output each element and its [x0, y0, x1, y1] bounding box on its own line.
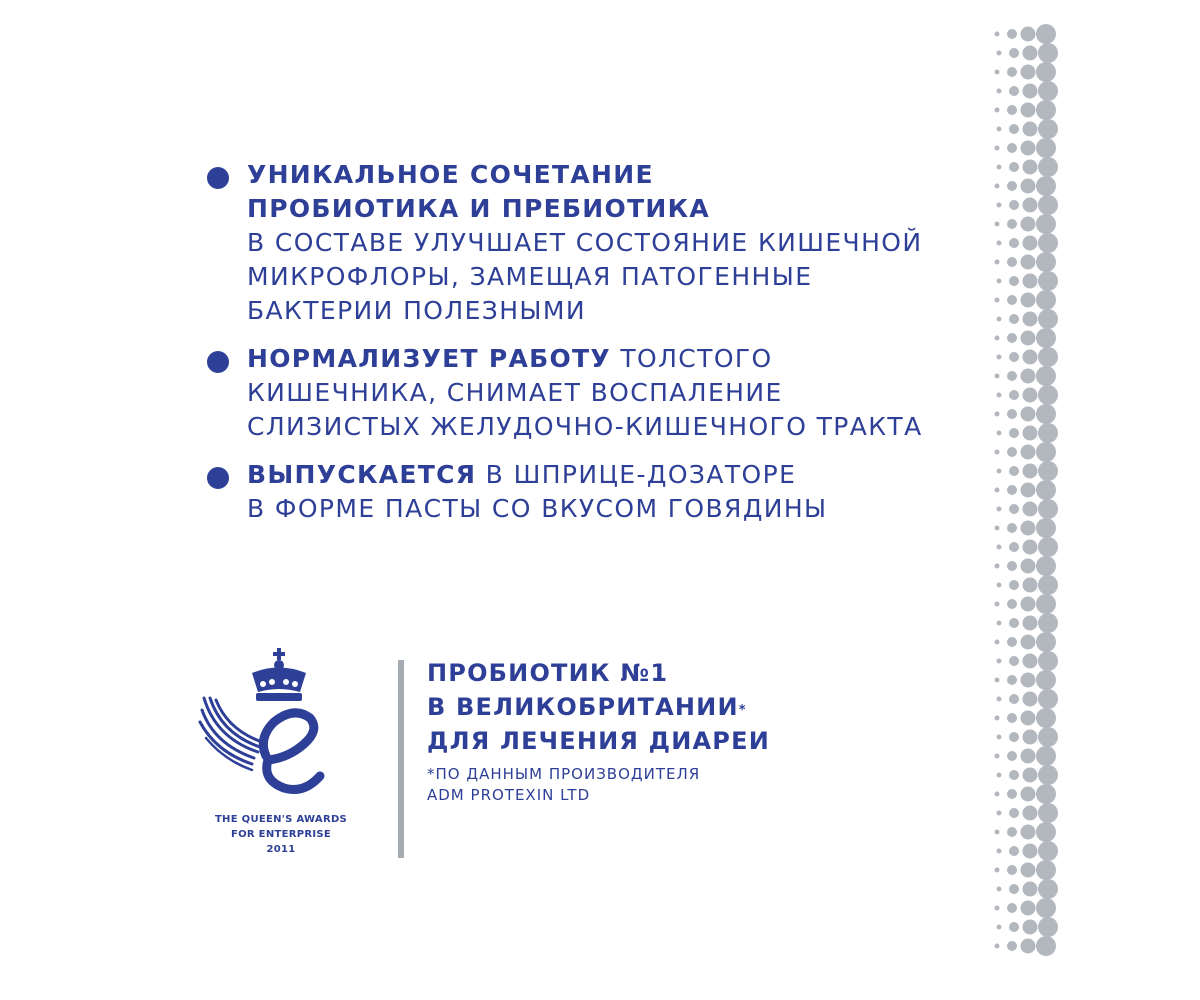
pattern-dot — [1007, 105, 1017, 115]
pattern-dot — [997, 393, 1002, 398]
pattern-dot — [1023, 236, 1038, 251]
pattern-dot — [1021, 863, 1036, 878]
pattern-dot — [997, 849, 1002, 854]
pattern-dot — [1023, 388, 1038, 403]
pattern-dot — [1036, 746, 1056, 766]
pattern-dot — [1038, 157, 1058, 177]
pattern-dot — [1036, 594, 1056, 614]
pattern-dot — [1036, 784, 1056, 804]
pattern-dot — [1009, 276, 1019, 286]
pattern-dot — [1023, 692, 1038, 707]
pattern-dot — [997, 355, 1002, 360]
pattern-dot — [1021, 445, 1036, 460]
pattern-dot — [1036, 556, 1056, 576]
feature-item-3 — [207, 458, 947, 526]
pattern-dot — [1007, 447, 1017, 457]
pattern-dot — [997, 811, 1002, 816]
pattern-dot — [1023, 350, 1038, 365]
pattern-dot — [1023, 768, 1038, 783]
pattern-dot — [1036, 24, 1056, 44]
pattern-dot — [1023, 730, 1038, 745]
pattern-dot — [1007, 523, 1017, 533]
pattern-dot — [1023, 882, 1038, 897]
pattern-dot — [995, 184, 1000, 189]
pattern-dot — [1023, 844, 1038, 859]
pattern-dot — [1036, 366, 1056, 386]
pattern-dot — [1038, 689, 1058, 709]
feature-line: БАКТЕРИИ ПОЛЕЗНЫМИ — [247, 296, 586, 325]
pattern-dot — [1009, 922, 1019, 932]
pattern-dot — [1023, 920, 1038, 935]
pattern-dot — [1021, 711, 1036, 726]
pattern-dot — [1021, 749, 1036, 764]
pattern-dot — [1038, 499, 1058, 519]
pattern-dot — [1021, 179, 1036, 194]
feature-line: ВЫПУСКАЕТСЯ В ШПРИЦЕ-ДОЗАТОРЕ — [247, 460, 797, 489]
pattern-dot — [1009, 770, 1019, 780]
pattern-dot — [1007, 751, 1017, 761]
pattern-dot — [1007, 599, 1017, 609]
pattern-dot — [995, 564, 1000, 569]
pattern-dot — [995, 146, 1000, 151]
bullet-icon — [207, 467, 229, 489]
pattern-dot — [1036, 290, 1056, 310]
pattern-dot — [1023, 464, 1038, 479]
pattern-dot — [1023, 540, 1038, 555]
pattern-dot — [997, 203, 1002, 208]
feature-line: ПРОБИОТИКА И ПРЕБИОТИКА — [247, 194, 711, 223]
pattern-dot — [1007, 827, 1017, 837]
pattern-dot — [1038, 879, 1058, 899]
pattern-dot — [1021, 597, 1036, 612]
pattern-dot — [1038, 803, 1058, 823]
pattern-dot — [997, 431, 1002, 436]
pattern-dot — [997, 165, 1002, 170]
pattern-dot — [1038, 613, 1058, 633]
bullet-icon — [207, 351, 229, 373]
pattern-dot — [1036, 176, 1056, 196]
pattern-dot — [1038, 81, 1058, 101]
pattern-dot — [1036, 442, 1056, 462]
pattern-dot — [995, 488, 1000, 493]
pattern-dot — [995, 32, 1000, 37]
pattern-dot — [1038, 537, 1058, 557]
vertical-divider — [398, 660, 404, 858]
pattern-dot — [995, 754, 1000, 759]
pattern-dot — [1038, 385, 1058, 405]
pattern-dot — [1036, 328, 1056, 348]
pattern-dot — [995, 450, 1000, 455]
pattern-dot — [1009, 846, 1019, 856]
pattern-dot — [1009, 504, 1019, 514]
pattern-dot — [1038, 575, 1058, 595]
pattern-dot — [1021, 825, 1036, 840]
pattern-dot — [1038, 461, 1058, 481]
feature-item-2 — [207, 342, 947, 444]
pattern-dot — [995, 222, 1000, 227]
pattern-dot — [1036, 860, 1056, 880]
pattern-dot — [1023, 502, 1038, 517]
pattern-dot — [1023, 160, 1038, 175]
pattern-dot — [1007, 865, 1017, 875]
pattern-dot — [1021, 103, 1036, 118]
pattern-dot — [997, 773, 1002, 778]
pattern-dot — [1023, 274, 1038, 289]
award-caption — [196, 812, 366, 857]
claim-block — [427, 656, 770, 806]
pattern-dot — [1038, 119, 1058, 139]
footnote-line: ADM PROTEXIN LTD — [427, 786, 591, 804]
pattern-dot — [1038, 195, 1058, 215]
claim-line: В ВЕЛИКОБРИТАНИИ* — [427, 693, 747, 721]
feature-line: УНИКАЛЬНОЕ СОЧЕТАНИЕ — [247, 160, 654, 189]
pattern-dot — [995, 944, 1000, 949]
pattern-dot — [1021, 521, 1036, 536]
pattern-dot — [995, 906, 1000, 911]
pattern-dot — [1021, 27, 1036, 42]
feature-list — [207, 158, 947, 540]
claim-line: ДЛЯ ЛЕЧЕНИЯ ДИАРЕИ — [427, 727, 770, 755]
pattern-dot — [997, 735, 1002, 740]
pattern-dot — [1036, 822, 1056, 842]
pattern-dot — [997, 279, 1002, 284]
pattern-dot — [1036, 632, 1056, 652]
feature-item-1 — [207, 158, 947, 328]
pattern-dot — [995, 792, 1000, 797]
pattern-dot — [1009, 694, 1019, 704]
pattern-dot — [1021, 407, 1036, 422]
pattern-dot — [1023, 806, 1038, 821]
pattern-dot — [1021, 787, 1036, 802]
pattern-dot — [1038, 423, 1058, 443]
pattern-dot — [1036, 214, 1056, 234]
pattern-dot — [1007, 485, 1017, 495]
feature-line: КИШЕЧНИКА, СНИМАЕТ ВОСПАЛЕНИЕ — [247, 378, 783, 407]
pattern-dot — [1009, 732, 1019, 742]
pattern-dot — [1007, 67, 1017, 77]
pattern-dot — [1036, 898, 1056, 918]
pattern-dot — [1021, 635, 1036, 650]
pattern-dot — [995, 868, 1000, 873]
pattern-dot — [997, 317, 1002, 322]
pattern-dot — [995, 830, 1000, 835]
pattern-dot — [1023, 46, 1038, 61]
pattern-dot — [1021, 293, 1036, 308]
feature-line: В СОСТАВЕ УЛУЧШАЕТ СОСТОЯНИЕ КИШЕЧНОЙ — [247, 228, 923, 257]
pattern-dot — [1007, 371, 1017, 381]
pattern-dot — [997, 621, 1002, 626]
asterisk-icon: * — [738, 703, 747, 718]
pattern-dot — [1021, 369, 1036, 384]
pattern-dot — [1038, 43, 1058, 63]
pattern-dot — [1023, 426, 1038, 441]
pattern-dot — [1036, 252, 1056, 272]
pattern-dot — [995, 678, 1000, 683]
pattern-dot — [1036, 670, 1056, 690]
pattern-dot — [997, 887, 1002, 892]
pattern-dot — [1036, 138, 1056, 158]
pattern-dot — [1036, 708, 1056, 728]
pattern-dot — [1021, 65, 1036, 80]
pattern-dot — [997, 545, 1002, 550]
award-caption-line: 2011 — [266, 844, 296, 855]
pattern-dot — [995, 412, 1000, 417]
pattern-dot — [995, 336, 1000, 341]
pattern-dot — [997, 241, 1002, 246]
pattern-dot — [1021, 217, 1036, 232]
pattern-dot — [997, 697, 1002, 702]
pattern-dot — [1038, 651, 1058, 671]
pattern-dot — [997, 659, 1002, 664]
pattern-dot — [995, 70, 1000, 75]
pattern-dot — [1007, 181, 1017, 191]
pattern-dot — [1038, 765, 1058, 785]
feature-line: МИКРОФЛОРЫ, ЗАМЕЩАЯ ПАТОГЕННЫЕ — [247, 262, 813, 291]
pattern-dot — [1021, 255, 1036, 270]
pattern-dot — [1009, 580, 1019, 590]
footnote — [427, 764, 770, 806]
pattern-dot — [1009, 238, 1019, 248]
pattern-dot — [997, 583, 1002, 588]
award-caption-line: FOR ENTERPRISE — [230, 829, 332, 840]
pattern-dot — [995, 298, 1000, 303]
pattern-dot — [997, 127, 1002, 132]
pattern-dot — [1023, 616, 1038, 631]
pattern-dot — [1009, 200, 1019, 210]
pattern-dot — [1036, 100, 1056, 120]
pattern-dot — [1021, 939, 1036, 954]
pattern-dot — [1038, 841, 1058, 861]
pattern-dot — [1023, 312, 1038, 327]
pattern-dot — [1009, 618, 1019, 628]
pattern-dot — [1009, 808, 1019, 818]
award-caption-line: THE QUEEN'S AWARDS — [214, 814, 348, 825]
pattern-dot — [1007, 257, 1017, 267]
pattern-dot — [1023, 198, 1038, 213]
pattern-dot — [1038, 233, 1058, 253]
pattern-dot — [1009, 390, 1019, 400]
claim-line: ПРОБИОТИК №1 — [427, 659, 669, 687]
pattern-dot — [995, 526, 1000, 531]
pattern-dot — [1009, 466, 1019, 476]
pattern-dot — [1023, 578, 1038, 593]
feature-line: СЛИЗИСТЫХ ЖЕЛУДОЧНО-КИШЕЧНОГО ТРАКТА — [247, 412, 923, 441]
pattern-dot — [1007, 789, 1017, 799]
pattern-dot — [1021, 331, 1036, 346]
pattern-dot — [1036, 480, 1056, 500]
pattern-dot — [1007, 333, 1017, 343]
pattern-dot — [997, 469, 1002, 474]
e-wing-icon — [200, 698, 320, 790]
pattern-dot — [1007, 637, 1017, 647]
dot-pattern-decoration — [994, 24, 1070, 964]
pattern-dot — [1007, 561, 1017, 571]
pattern-dot — [997, 51, 1002, 56]
pattern-dot — [1007, 903, 1017, 913]
pattern-dot — [1038, 271, 1058, 291]
pattern-dot — [1038, 309, 1058, 329]
pattern-dot — [1007, 941, 1017, 951]
pattern-dot — [1038, 917, 1058, 937]
pattern-dot — [1007, 713, 1017, 723]
pattern-dot — [1009, 86, 1019, 96]
pattern-dot — [1009, 428, 1019, 438]
pattern-dot — [1023, 122, 1038, 137]
pattern-dot — [1007, 219, 1017, 229]
pattern-dot — [1007, 143, 1017, 153]
pattern-dot — [997, 89, 1002, 94]
crown-icon — [252, 648, 306, 701]
pattern-dot — [1021, 673, 1036, 688]
pattern-dot — [1009, 542, 1019, 552]
pattern-dot — [995, 640, 1000, 645]
pattern-dot — [1023, 654, 1038, 669]
pattern-dot — [1036, 936, 1056, 956]
pattern-dot — [1007, 29, 1017, 39]
pattern-dot — [1007, 295, 1017, 305]
pattern-dot — [1021, 901, 1036, 916]
pattern-dot — [995, 260, 1000, 265]
pattern-dot — [1007, 675, 1017, 685]
pattern-dot — [1009, 314, 1019, 324]
footnote-line: *ПО ДАННЫМ ПРОИЗВОДИТЕЛЯ — [427, 765, 701, 783]
pattern-dot — [1009, 48, 1019, 58]
pattern-dot — [1009, 124, 1019, 134]
queens-award-crown-e-icon — [196, 648, 366, 808]
feature-line: НОРМАЛИЗУЕТ РАБОТУ ТОЛСТОГО — [247, 344, 773, 373]
pattern-dot — [995, 108, 1000, 113]
pattern-dot — [1038, 347, 1058, 367]
pattern-dot — [1036, 62, 1056, 82]
pattern-dot — [995, 374, 1000, 379]
pattern-dot — [1007, 409, 1017, 419]
pattern-dot — [997, 507, 1002, 512]
pattern-dot — [1009, 352, 1019, 362]
pattern-dot — [995, 602, 1000, 607]
pattern-dot — [1009, 884, 1019, 894]
pattern-dot — [1038, 727, 1058, 747]
feature-line: В ФОРМЕ ПАСТЫ СО ВКУСОМ ГОВЯДИНЫ — [247, 494, 828, 523]
pattern-dot — [1023, 84, 1038, 99]
pattern-dot — [1009, 162, 1019, 172]
pattern-dot — [1036, 404, 1056, 424]
bullet-icon — [207, 167, 229, 189]
pattern-dot — [1036, 518, 1056, 538]
pattern-dot — [995, 716, 1000, 721]
pattern-dot — [1021, 483, 1036, 498]
pattern-dot — [1009, 656, 1019, 666]
pattern-dot — [1021, 141, 1036, 156]
pattern-dot — [1021, 559, 1036, 574]
pattern-dot — [997, 925, 1002, 930]
